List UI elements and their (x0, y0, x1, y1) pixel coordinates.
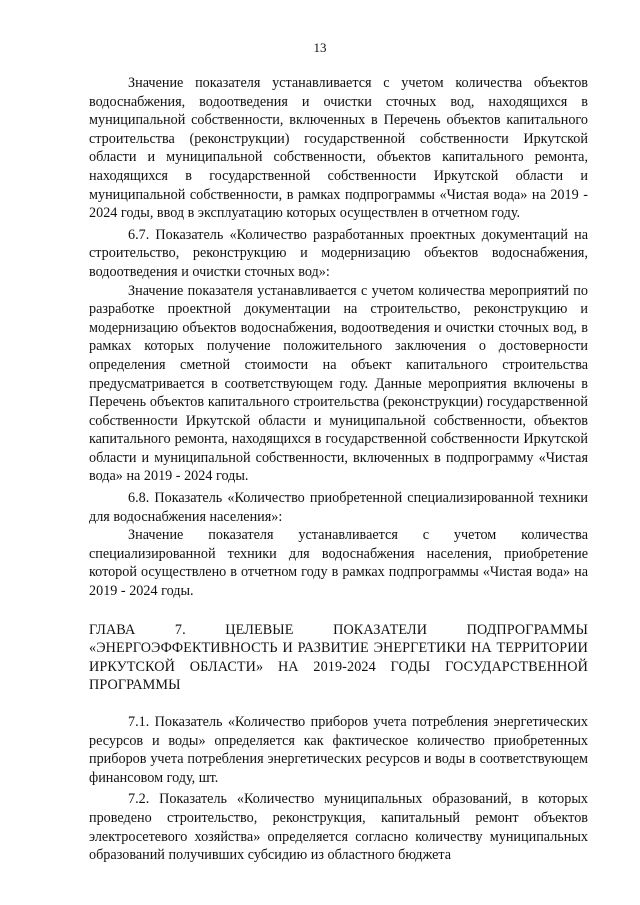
document-body (89, 74, 588, 865)
paragraph-6-7-value: Значение показателя устанавливается с учетом количества мероприятий по разработке проектной документации на строительство, реконструкцию и модернизацию объектов водоснабжения, водоотведения и очистки сточных вод, в рамках которых получение положительного заключения о достоверности определения сметной стоимости на объект капитального строительства предусматривается в соответствующем году. Данные мероприятия включены в Перечень объектов капитального строительства (реконструкции) государственной собственности Иркутской области и муниципальной собственности, объектов капитального ремонта, находящихся в государственной собственности Иркутской области и муниципальной собственности, включенных в подпрограмму «Чистая вода» на 2019 - 2024 годы. (89, 282, 588, 485)
paragraph-7-1: 7.1. Показатель «Количество приборов учета потребления энергетических ресурсов и воды» определяется как фактическое количество приобретенных приборов учета потребления энергетических ресурсов и воды в соответствующем финансовом году, шт. (89, 714, 588, 786)
page-number: 13 (313, 40, 327, 55)
paragraph-6-7-heading: 6.7. Показатель «Количество разработанных проектных документаций на строительство, реконструкцию и модернизацию объектов водоснабжения, водоотведения и очистки сточных вод»: (89, 226, 588, 280)
chapter-7-heading: ГЛАВА 7. ЦЕЛЕВЫЕ ПОКАЗАТЕЛИ ПОДПРОГРАММЫ «ЭНЕРГОЭФФЕКТИВНОСТЬ И РАЗВИТИЕ ЭНЕРГЕТИКИ НА ТЕРРИТОРИИ ИРКУТСКОЙ ОБЛАСТИ» НА 2019-2024 ГОДЫ ГОСУДАРСТВЕННОЙ ПРОГРАММЫ (89, 621, 588, 694)
paragraph-6-8-heading: 6.8. Показатель «Количество приобретенной специализированной техники для водоснабжения населения»: (89, 490, 588, 525)
paragraph-indicator-value-objects: Значение показателя устанавливается с учетом количества объектов водоснабжения, водоотведения и очистки сточных вод, находящихся в муниципальной собственности, включенных в Перечень объектов капитального строительства (реконструкции) государственной собственности Иркутской области и муниципальной собственности, объектов капитального ремонта, находящихся в государственной собственности Иркутской области и муниципальной собственности, в рамках подпрограммы «Чистая вода» на 2019 - 2024 годы, ввод в эксплуатацию которых осуществлен в отчетном году. (89, 75, 588, 222)
paragraph-6-8-value: Значение показателя устанавливается с учетом количества специализированной техники для водоснабжения населения, приобретение которой осуществлено в отчетном году в рамках подпрограммы «Чистая вода» на 2019 - 2024 годы. (89, 527, 588, 600)
paragraph-7-2: 7.2. Показатель «Количество муниципальных образований, в которых проведено строительство, реконструкция, капитальный ремонт объектов электросетевого хозяйства» определяется согласно количеству муниципальных образований получивших субсидию из областного бюджета (89, 791, 588, 864)
